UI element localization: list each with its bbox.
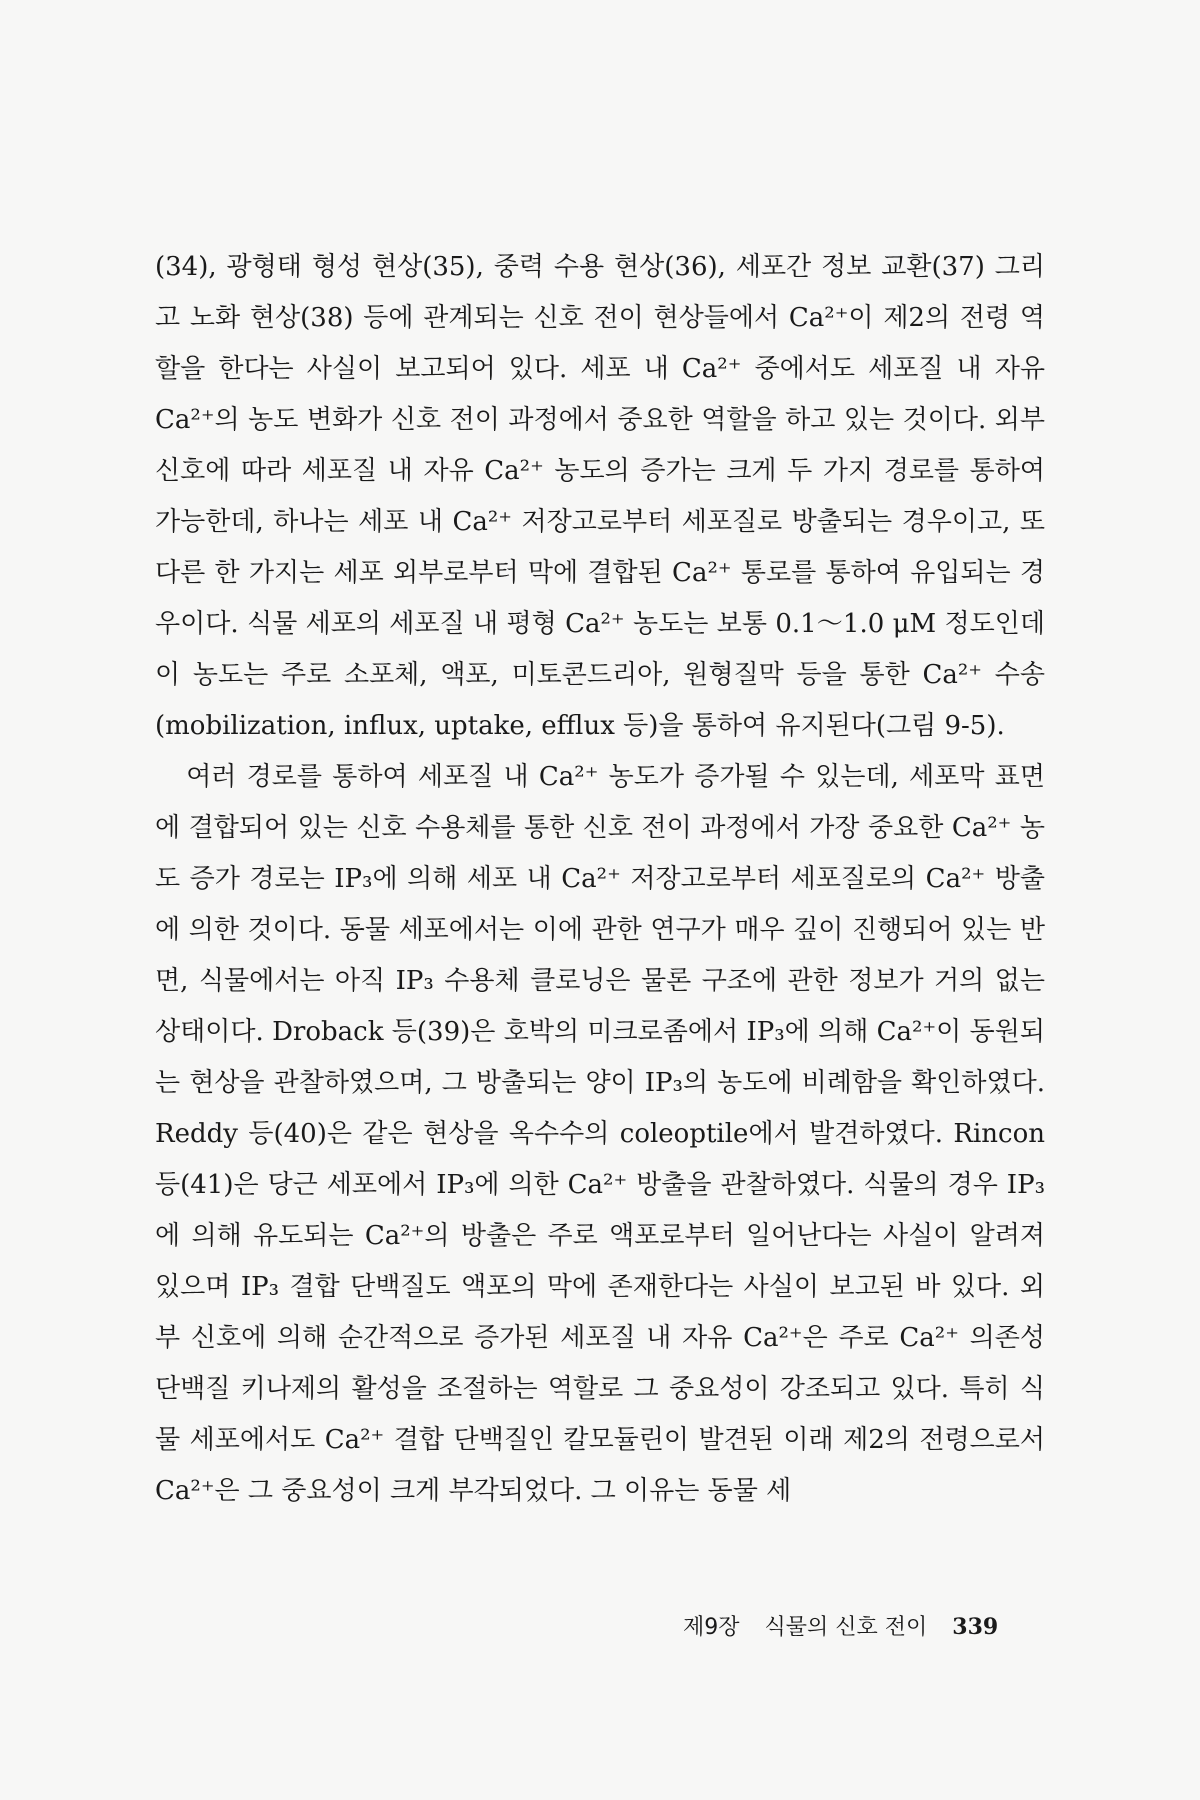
page-footer — [683, 1610, 1023, 1641]
body-text — [155, 242, 1045, 1517]
page-number: 339 — [952, 1614, 999, 1640]
chapter-label: 제9장 — [683, 1615, 740, 1640]
chapter-title: 식물의 신호 전이 — [764, 1615, 928, 1640]
paragraph: 여러 경로를 통하여 세포질 내 Ca²⁺ 농도가 증가될 수 있는데, 세포막 표면에 결합되어 있는 신호 수용체를 통한 신호 전이 과정에서 가장 중요한 Ca²⁺ 농도 증가 경로는 IP₃에 의해 세포 내 Ca²⁺ 저장고로부터 세포질로의 Ca²⁺ 방출에 의한 것이다. 동물 세포에서는 이에 관한 연구가 매우 깊이 진행되어 있는 반면, 식물에서는 아직 IP₃ 수용체 클로닝은 물론 구조에 관한 정보가 거의 없는 상태이다. Droback 등(39)은 호박의 미크로좀에서 IP₃에 의해 Ca²⁺이 동원되는 현상을 관찰하였으며, 그 방출되는 양이 IP₃의 농도에 비례함을 확인하였다. Reddy 등(40)은 같은 현상을 옥수수의 coleoptile에서 발견하였다. Rincon 등(41)은 당근 세포에서 IP₃에 의한 Ca²⁺ 방출을 관찰하였다. 식물의 경우 IP₃에 의해 유도되는 Ca²⁺의 방출은 주로 액포로부터 일어난다는 사실이 알려져 있으며 IP₃ 결합 단백질도 액포의 막에 존재한다는 사실이 보고된 바 있다. 외부 신호에 의해 순간적으로 증가된 세포질 내 자유 Ca²⁺은 주로 Ca²⁺ 의존성 단백질 키나제의 활성을 조절하는 역할로 그 중요성이 강조되고 있다. 특히 식물 세포에서도 Ca²⁺ 결합 단백질인 칼모듈린이 발견된 이래 제2의 전령으로서 Ca²⁺은 그 중요성이 크게 부각되었다. 그 이유는 동물 세 — [155, 762, 1045, 1506]
paragraph: (34), 광형태 형성 현상(35), 중력 수용 현상(36), 세포간 정보 교환(37) 그리고 노화 현상(38) 등에 관계되는 신호 전이 현상들에서 Ca²⁺이 제2의 전령 역할을 한다는 사실이 보고되어 있다. 세포 내 Ca²⁺ 중에서도 세포질 내 자유 Ca²⁺의 농도 변화가 신호 전이 과정에서 중요한 역할을 하고 있는 것이다. 외부 신호에 따라 세포질 내 자유 Ca²⁺ 농도의 증가는 크게 두 가지 경로를 통하여 가능한데, 하나는 세포 내 Ca²⁺ 저장고로부터 세포질로 방출되는 경우이고, 또 다른 한 가지는 세포 외부로부터 막에 결합된 Ca²⁺ 통로를 통하여 유입되는 경우이다. 식물 세포의 세포질 내 평형 Ca²⁺ 농도는 보통 0.1～1.0 μM 정도인데 이 농도는 주로 소포체, 액포, 미토콘드리아, 원형질막 등을 통한 Ca²⁺ 수송(mobilization, influx, uptake, efflux 등)을 통하여 유지된다(그림 9-5). — [155, 252, 1045, 741]
